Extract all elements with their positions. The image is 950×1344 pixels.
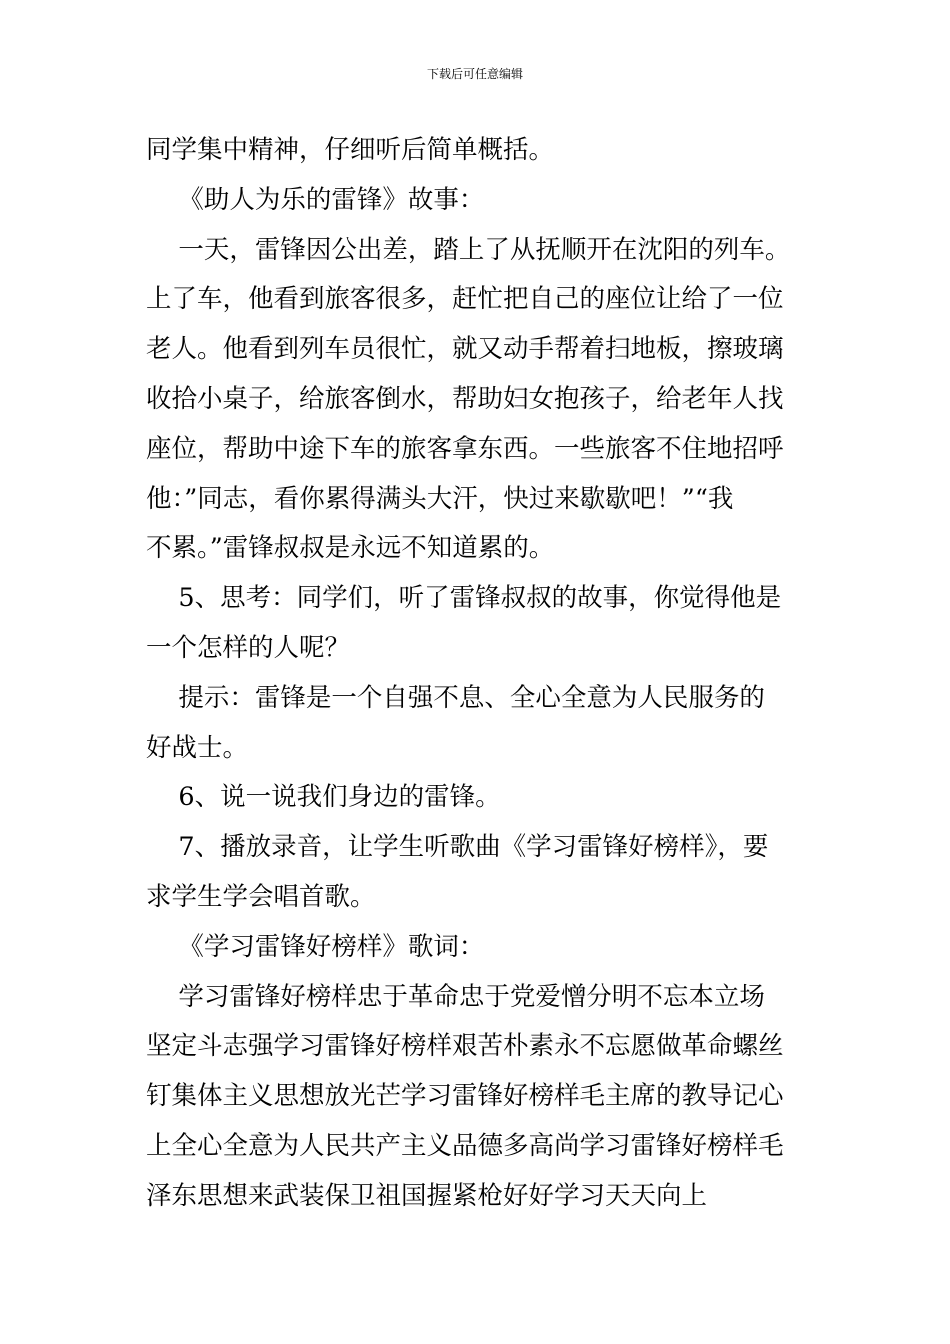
text-line: 一个怎样的人呢？ [146,632,351,663]
text-line: 7、播放录音，让学生听歌曲《学习雷锋好榜样》，要 [146,832,769,863]
text-line: 不累。”雷锋叔叔是永远不知道累的。 [146,533,555,564]
text-line: 《学习雷锋好榜样》歌词： [146,931,485,962]
text-line: 求学生学会唱首歌。 [146,881,376,912]
text-line: 上了车，他看到旅客很多，赶忙把自己的座位让给了一位 [146,284,784,315]
text-line: 提示：雷锋是一个自强不息、全心全意为人民服务的 [146,682,765,713]
text-line: 坚定斗志强学习雷锋好榜样艰苦朴素永不忘愿做革命螺丝 [146,1031,784,1062]
text-line: 上全心全意为人民共产主义品德多高尚学习雷锋好榜样毛 [146,1130,784,1161]
text-line: 6、说一说我们身边的雷锋。 [146,782,501,813]
text-line: 座位，帮助中途下车的旅客拿东西。一些旅客不住地招呼 [146,433,784,464]
text-line: 一天，雷锋因公出差，踏上了从抚顺开在沈阳的列车。 [146,234,791,265]
text-line: 5、思考：同学们，听了雷锋叔叔的故事，你觉得他是 [146,583,782,614]
text-line: 《助人为乐的雷锋》故事： [146,184,485,215]
text-line: 泽东思想来武装保卫祖国握紧枪好好学习天天向上 [146,1180,708,1211]
document-body [146,126,836,1222]
text-line: 好战士。 [146,732,249,763]
text-line: 学习雷锋好榜样忠于革命忠于党爱憎分明不忘本立场 [146,981,765,1012]
text-line: 他：”同志，看你累得满头大汗，快过来歇歇吧！”“我 [146,483,734,514]
page-header: 下载后可任意编辑 [426,67,523,81]
text-line: 同学集中精神，仔细听后简单概括。 [146,135,555,165]
text-line: 钉集体主义思想放光芒学习雷锋好榜样毛主席的教导记心 [146,1081,784,1112]
text-line: 收拾小桌子，给旅客倒水，帮助妇女抱孩子，给老年人找 [146,383,784,414]
text-line: 老人。他看到列车员很忙，就又动手帮着扫地板，擦玻璃 [146,334,784,365]
